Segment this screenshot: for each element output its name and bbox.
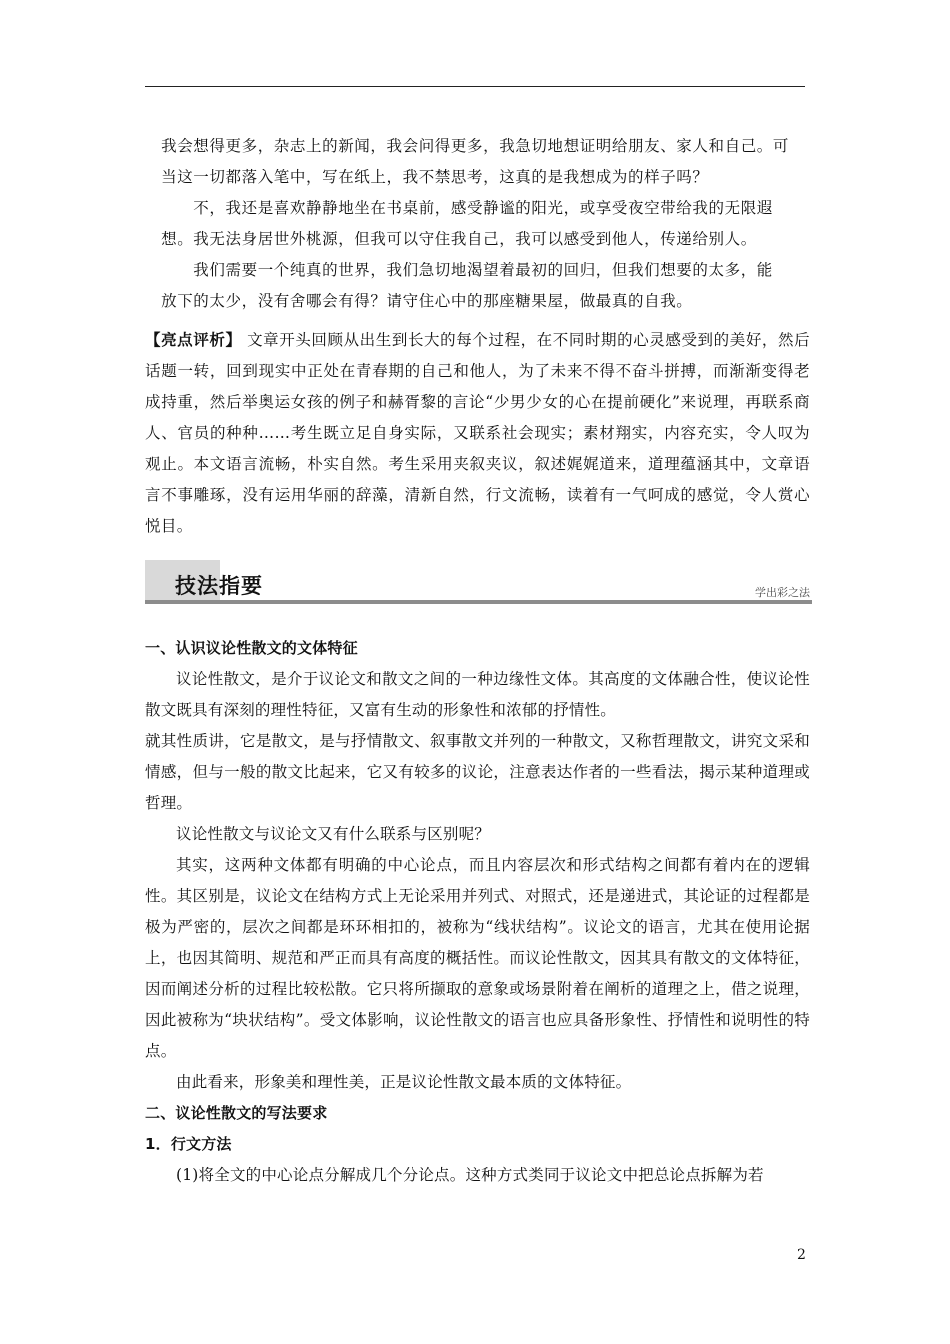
paragraph: 议论性散文，是介于议论文和散文之间的一种边缘性文体。其高度的文体融合性，使议论性散文既具有深刻的理性特征，又富有生动的形象性和浓郁的抒情性。 — [145, 670, 810, 719]
paragraph: 其实，这两种文体都有明确的中心论点，而且内容层次和形式结构之间都有着内在的逻辑性。其区别是，议论文在结构方式上无论采用并列式、对照式，还是递进式，其论证的过程都是极为严密的，层次之间都是环环相扣的，被称为“线状结构”。议论文的语言，尤其在使用论据上，也因其简明、规范和严正而具有高度的概括性。而议论性散文，因其具有散文的文体特征，因而阐述分析的过程比较松散。它只将所撷取的意象或场景附着在阐析的道理之上，借之说理，因此被称为“块状结构”。受文体影响，议论性散文的语言也应具备形象性、抒情性和说明性的特点。 — [145, 856, 810, 1060]
banner-bar — [145, 600, 812, 604]
paragraph: 议论性散文与议论文又有什么联系与区别呢？ — [176, 825, 491, 843]
heading-writing-requirements: 二、议论性散文的写法要求 — [145, 1104, 328, 1122]
section-banner — [145, 560, 812, 606]
page-number: 2 — [797, 1247, 806, 1263]
banner-subtitle: 学出彩之法 — [755, 586, 810, 599]
header-rule — [145, 86, 805, 87]
paragraph: (1)将全文的中心论点分解成几个分论点。这种方式类同于议论文中把总论点拆解为若 — [176, 1166, 764, 1184]
paragraph: 就其性质讲，它是散文，是与抒情散文、叙事散文并列的一种散文，又称哲理散文，讲究文采和情感，但与一般的散文比起来，它又有较多的议论，注意表达作者的一些看法，揭示某种道理或哲理。 — [145, 732, 810, 812]
section-body — [145, 633, 810, 1191]
essay-line: 我会想得更多，杂志上的新闻，我会问得更多，我急切地想证明给朋友、家人和自己。可 — [145, 137, 790, 155]
comment-text: 文章开头回顾从出生到长大的每个过程，在不同时期的心灵感受到的美好，然后话题一转，回到现实中正处在青春期的自己和他人，为了未来不得不奋斗拼搏，而渐渐变得老成持重，然后举奥运女孩的例子和赫胥黎的言论“少男少女的心在提前硬化”来说理，再联系商人、官员的种种……考生既立足自身实际，又联系社会现实；素材翔实，内容充实，令人叹为观止。本文语言流畅，朴实自然。考生采用夹叙夹议，叙述娓娓道来，道理蕴涵其中，文章语言不事雕琢，没有运用华丽的辞藻，清新自然，行文流畅，读着有一气呵成的感觉，令人赏心悦目。 — [145, 331, 810, 535]
highlight-comment — [145, 325, 810, 542]
heading-method: 1．行文方法 — [145, 1135, 232, 1153]
essay-line: 想。我无法身居世外桃源，但我可以守住我自己，我可以感受到他人，传递给别人。 — [145, 230, 757, 248]
heading-genre-features: 一、认识议论性散文的文体特征 — [145, 639, 358, 657]
essay-line: 当这一切都落入笔中，写在纸上，我不禁思考，这真的是我想成为的样子吗？ — [145, 168, 709, 186]
essay-line: 不，我还是喜欢静静地坐在书桌前，感受静谧的阳光，或享受夜空带给我的无限遐 — [145, 199, 773, 217]
essay-excerpt — [145, 131, 810, 317]
comment-tag: 【亮点评析】 — [145, 331, 242, 349]
banner-title: 技法指要 — [175, 574, 263, 598]
paragraph: 由此看来，形象美和理性美，正是议论性散文最本质的文体特征。 — [176, 1073, 632, 1091]
essay-line: 我们需要一个纯真的世界，我们急切地渴望着最初的回归，但我们想要的太多，能 — [145, 261, 773, 279]
essay-line: 放下的太少，没有舍哪会有得？请守住心中的那座糖果屋，做最真的自我。 — [145, 292, 693, 310]
